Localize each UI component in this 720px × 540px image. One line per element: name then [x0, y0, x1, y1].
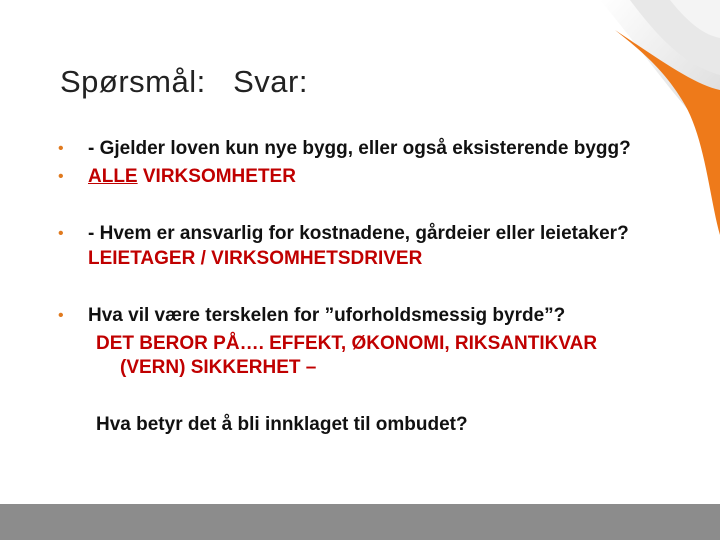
- answer-underlined-text: ALLE: [88, 166, 138, 187]
- question-text: - Hvem er ansvarlig for kostnadene, gårdeier eller leietaker?: [88, 223, 629, 244]
- list-item: [60, 138, 631, 160]
- answer-text: DET BEROR PÅ…. EFFEKT, ØKONOMI, RIKSANTIKVAR: [96, 333, 598, 354]
- footer-bar: [0, 504, 720, 540]
- list-item: [60, 305, 565, 327]
- closing-question: Hva betyr det å bli innklaget til ombudet?: [96, 414, 468, 435]
- slide-title: Spørsmål: Svar:: [60, 64, 308, 99]
- bullet-icon: •: [58, 225, 64, 242]
- question-text: Hva vil være terskelen for ”uforholdsmessig byrde”?: [88, 305, 566, 326]
- orange-corner-decoration: [520, 0, 720, 240]
- list-item: [60, 223, 629, 245]
- answer-text: VIRKSOMHETER: [137, 166, 296, 187]
- answer-text: (VERN) SIKKERHET –: [120, 357, 317, 378]
- list-item: [60, 166, 296, 188]
- answer-text: LEIETAGER / VIRKSOMHETSDRIVER: [88, 248, 423, 269]
- bullet-icon: •: [58, 307, 64, 324]
- bullet-icon: •: [58, 168, 64, 185]
- bullet-icon: •: [58, 140, 64, 157]
- question-text: - Gjelder loven kun nye bygg, eller også eksisterende bygg?: [88, 138, 631, 159]
